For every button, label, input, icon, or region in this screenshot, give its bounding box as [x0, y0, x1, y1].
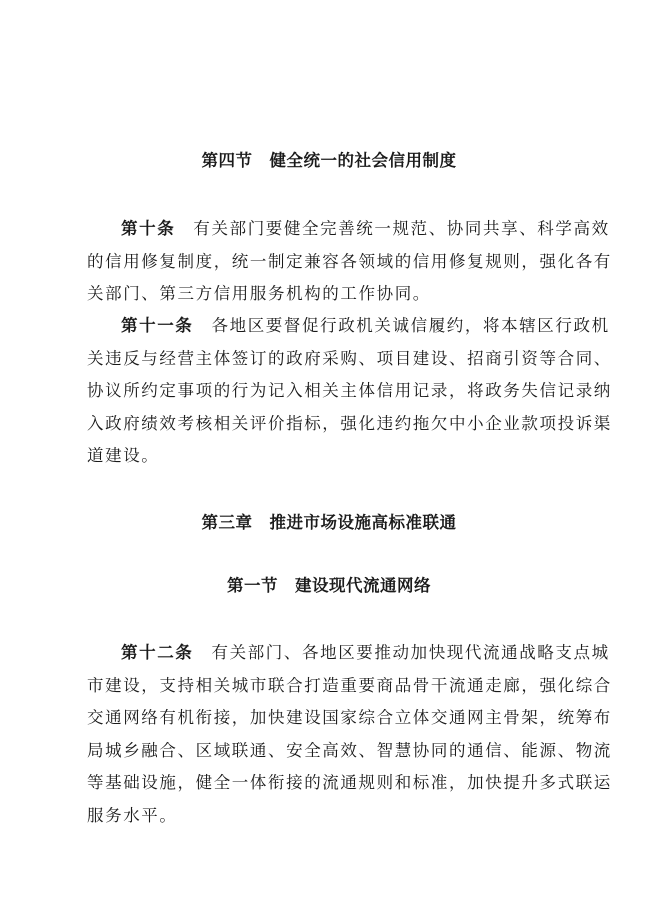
article-12-line-3: 交通网络有机衔接，加快建设国家综合立体交通网主骨架，统筹布	[87, 708, 612, 727]
article-10-line-3: 关部门、第三方信用服务机构的工作协同。	[87, 284, 431, 303]
chapter-3-heading: 第三章 推进市场设施高标准联通	[201, 513, 457, 532]
article-10-label: 第十条	[121, 219, 176, 238]
article-10-text-1: 有关部门要健全完善统一规范、协同共享、科学高效	[175, 219, 610, 238]
section-4-heading: 第四节 健全统一的社会信用制度	[201, 151, 457, 170]
article-12-line-4: 局城乡融合、区域联通、安全高效、智慧协同的通信、能源、物流	[87, 740, 612, 760]
article-12-line-6: 服务水平。	[87, 805, 178, 825]
article-10	[87, 213, 612, 311]
article-12-line-1	[87, 637, 610, 670]
article-11-line-4: 入政府绩效考核相关评价指标，强化违约拖欠中小企业款项投诉渠	[87, 413, 612, 433]
article-12-line-5: 等基础设施，健全一体衔接的流通规则和标准，加快提升多式联运	[87, 773, 612, 792]
article-10-line-2: 的信用修复制度，统一制定兼容各领域的信用修复规则，强化各有	[87, 251, 612, 271]
section-1-heading: 第一节 建设现代流通网络	[227, 576, 431, 595]
article-12-line-2: 市建设，支持相关城市联合打造重要商品骨干流通走廊，强化综合	[87, 675, 612, 695]
article-12-text-1: 有关部门、各地区要推动加快现代流通战略支点城	[193, 643, 610, 662]
article-11-line-1	[87, 310, 610, 343]
article-11-line-5: 道建设。	[87, 446, 160, 465]
article-11-text-1: 各地区要督促行政机关诚信履约，将本辖区行政机	[193, 316, 610, 335]
article-11-label: 第十一条	[121, 316, 194, 335]
article-11	[87, 310, 612, 473]
article-12-label: 第十二条	[121, 643, 194, 662]
article-11-line-3: 协议所约定事项的行为记入相关主体信用记录，将政务失信记录纳	[87, 381, 612, 400]
article-12	[87, 637, 612, 832]
article-10-line-1	[87, 213, 610, 246]
article-11-line-2: 关违反与经营主体签订的政府采购、项目建设、招商引资等合同、	[87, 348, 612, 368]
